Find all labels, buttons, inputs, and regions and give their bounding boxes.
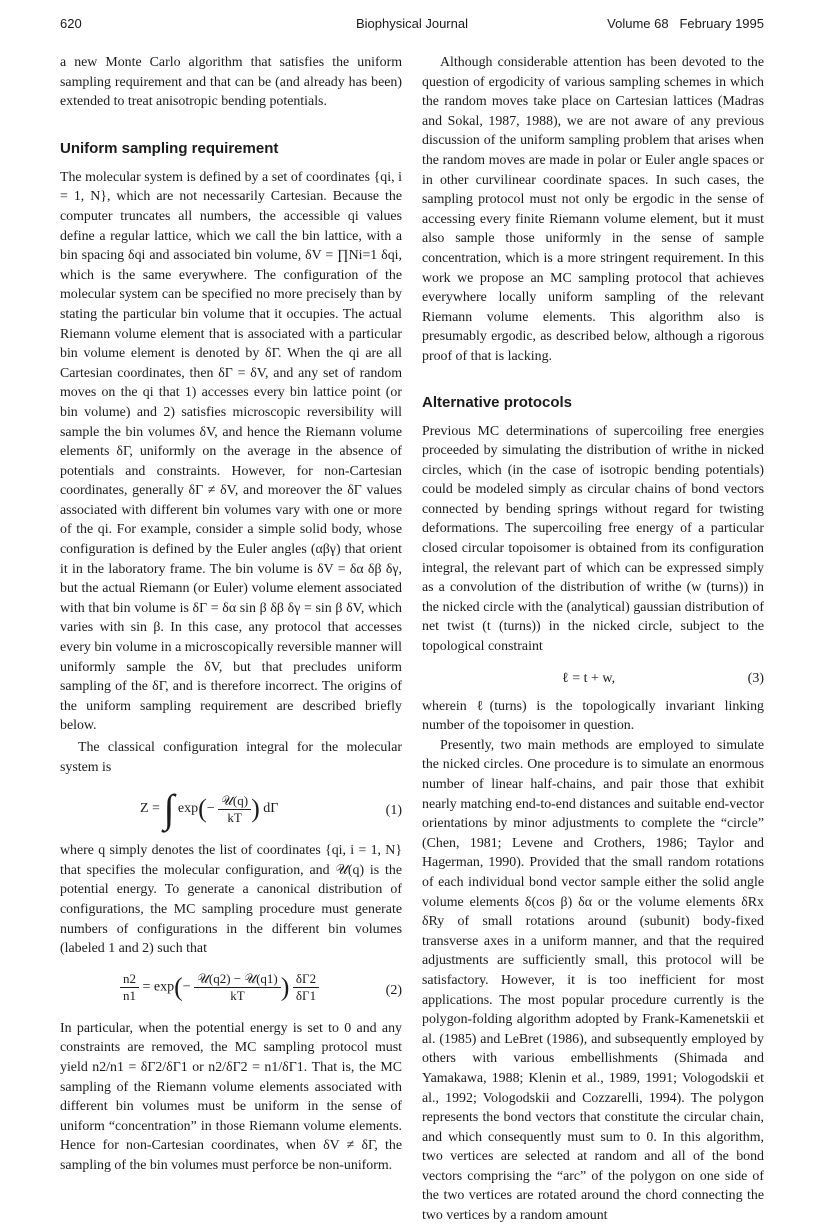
equation-1: Z = ∫ exp(− $\frac{\text{𝒰(q)}}{kT}$ ) dΓ (1) [140,786,402,832]
equation-2: $\frac{n2}{n1}$ = exp(− $\frac{\text{𝒰(q2) − 𝒰(q1)}}{kT}$ ) $\frac{\delta\Gamma 2}{\delta\Gamma 1}$ (2) [60,963,402,1019]
uniform-sampling-paragraph-1: The molecular system is defined by a set of coordinates {qi, i = 1, N}, which are not necessarily Cartesian. Because the computer truncates all numbers, the accessible qi values define a regular lattice, which we call the bin lattice, with a bin spacing δqi and associated bin volume, δV = ∏Ni=1 δqi, which is the same everywhere. The configuration of the molecular system can be specified no more precisely than by stating the particular bin volume that it occupies. The actual Riemann volume element that is associated with a particular bin volume element is denoted by δΓ. When the qi are all Cartesian coordinates, then δΓ = δV, and any set of random moves on the qi that 1) accesses every bin lattice point (or bin volume) and 2) satisfies microscopic reversibility will sample the bin volumes δV, and hence the Riemann volume elements δΓ, uniformly on the average in the absence of potentials and constraints. However, for non-Cartesian coordinates, generally δΓ ≠ δV, and moreover the δΓ values associated with different bin volumes vary with one or more of the qi. For example, consider a simple solid body, whose configuration is defined by the Euler angles (αβγ) that orient it in the laboratory frame. The bin volume is δV = δα δβ δγ, but the actual Riemann (or Euler) volume element associated with that bin volume is δΓ = δα sin β δβ δγ = sin β δV, which varies with sin β. In this case, any protocol that accesses every bin volume in a microscopically reversible manner will uniformly sample the δV, but that precludes uniform sampling of the δΓ, and is therefore incorrect. The origins of the uniform sampling requirement are described briefly below. [60,169,402,734]
page-number: 620 [60,16,82,31]
intro-paragraph: a new Monte Carlo algorithm that satisfies the uniform sampling requirement and that can be (and already has been) extended to treat anisotropic bending potentials. [60,55,402,110]
configuration-integral-explanation: where q simply denotes the list of coordinates {qi, i = 1, N} that specifies the molecular configuration, and 𝒰(q) is the potential energy. To generate a canonical distribution of configurations, the MC sampling procedure must generate numbers of configurations in the different bin volumes (labeled 1 and 2) such that [60,843,402,957]
ergodicity-paragraph: Although considerable attention has been devoted to the question of ergodicity of various sampling schemes in which the random moves take place on Cartesian lattices (Madras and Sokal, 1987, 1988), we are not aware of any previous discussion of the uniform sampling problem that arises when the random moves are made in polar or Euler angle spaces or in other curvilinear coordinate spaces. In such cases, the sampling protocol must not only be ergodic in the sense of accessing every finite Riemann volume element, but it must also sample those uniformly in the sense of sample concentration, which is a more stringent requirement. In this work we propose an MC sampling protocol that achieves everywhere locally uniform sampling of the relevant Riemann volume elements. This algorithm also is presumably ergodic, as described below, although a rigorous proof of that is lacking. [422,55,764,364]
equation-3-number: (3) [747,670,764,686]
right-column [422,53,764,1226]
equation-1-number: (1) [385,803,402,819]
linking-number-paragraph: wherein ℓ(turns) is the topologically invariant linking number of the topoisomer in question. [422,698,764,734]
section-heading-uniform-sampling: Uniform sampling requirement [60,139,279,157]
left-column [60,53,402,1176]
section-heading-alternative-protocols: Alternative protocols [422,393,573,411]
journal-name: Biophysical Journal [355,16,468,31]
alternative-protocols-paragraph-1: Previous MC determinations of supercoiling free energies proceeded by simulating the distribution of writhe in nicked circles, which (in the case of isotropic bending potentials) could be modeled simply as circular chains of bond vectors connected by bending springs without regard for twisting deformations. The supercoiling free energy of a particular closed circular topoisomer is obtained from its configuration integral, the relevant part of which can be expressed simply as a convolution of the distribution of writhe (w (turns)) in the nicked circle with the (analytical) gaussian distribution of net twist (t (turns)) in the nicked circle, subject to the topological constraint [422,423,764,655]
equation-2-number: (2) [385,982,402,998]
equation-3: ℓ = t + w, (3) [422,661,764,697]
uniform-sampling-conclusion: In particular, when the potential energy is set to 0 and any constraints are removed, the MC sampling protocol must yield n2/n1 = δΓ2/δΓ1 or n2/δΓ2 = n1/δΓ1. That is, the MC sampling of the Riemann volume elements associated with different bin volumes must be uniform in the sense of uniform “concentration” in those Riemann volume elements. Hence for non-Cartesian coordinates, when δV ≠ δΓ, the sampling of the bin volumes must perforce be non-uniform. [60,1020,402,1173]
configuration-integral-intro: The classical configuration integral for the molecular system is [60,740,402,775]
running-header [60,16,764,34]
simulation-methods-paragraph: Presently, two main methods are employed to simulate the nicked circles. One procedure is to simulate an enormous number of linear half-chains, and pair those that exhibit nearly matching end-to-end distances and suitable end-vector orientations by minor adjustments to complete the “circle” (Chen, 1981; Levene and Crothers, 1986; Taylor and Hagerman, 1990). Provided that the small random rotations of each individual bond vector sample either the solid angle volume elements δ(cos β) δα or the volume elements δRx δRy of small rotations around (subunit) body-fixed transverse axes in a uniform manner, and that the required adjustments are sufficiently small, this protocol will be satisfactory. However, it is too inefficient for most applications. The most popular procedure currently is the polygon-folding algorithm adopted by Frank-Kamenetskii et al. (1985) and LeBret (1986), and subsequently employed by others with various embellishments (Shimada and Yamakawa, 1988; Klenin et al., 1989, 1991; Vologodskii et al., 1992; Vologodskii and Cozzarelli, 1994). The polygon represents the bond vectors that constitute the circular chain, and which consequently must sum to 0. In this algorithm, two vertices are selected at random and all of the bond vectors comprising the “arc” of the polygon on one side of the two vertices are rotated around the chord connecting the two vertices by a random amount [422,737,764,1224]
volume-date: Volume 68 February 1995 [607,16,764,31]
